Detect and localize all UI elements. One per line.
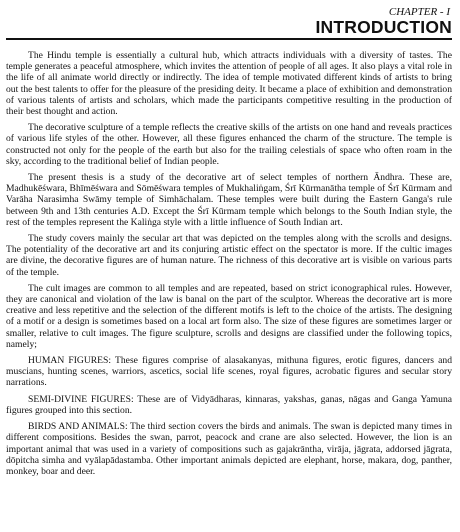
paragraph-birds-animals — [6, 421, 452, 477]
chapter-label: CHAPTER - I — [388, 6, 450, 18]
paragraph-4-text: The study covers mainly the secular art that was depicted on the temples along with the scrolls and designs. The potentiality of the decorative art and its conjuring artistic effect on the spectator is more. If the cultic images are divine, the decorative figures are of human nature. The richness of this decorative art is visible on various parts of the temple. — [6, 233, 452, 278]
paragraph-3 — [6, 172, 452, 228]
paragraph-2-text: The decorative sculpture of a temple reflects the creative skills of the artists on one hand and reveals practices of various life styles of the other. However, all these figures enhanced the charm of the structure. The temple is constructed not only for the people of the earth but also for the trailing celestials of space who often roam in the sky, according to the traditional belief of Indian people. — [6, 122, 452, 167]
paragraph-1-text: The Hindu temple is essentially a cultural hub, which attracts individuals with a diversity of tastes. The temple generates a peaceful atmosphere, which invites the attention of people of all ages. It also plays a vital role in the life of all animate world directly or indirectly. The idea of temple motivated different kinds of artists to bring out the best talents to offer for the pleasure of the presiding deity. It became a place of exhibition and demonstration of various talents of artists and scholars, which made the participants competitive resulting in the production of their best thought and action. — [6, 50, 452, 118]
paragraph-5-text: The cult images are common to all temples and are repeated, based on strict iconographical rules. However, they are canonical and violation of the law is banal on the part of the sculptor. Whereas the decorative art is more creative and less repetitive and the selection of the different motifs is left to the choice of the artists. The designing of a motif or a design is sometimes based on a local art form also. The size of these figures are sometimes larger or smaller, relative to cult images. The figure sculpture, scrolls and designs are classified under the following topics, namely; — [6, 282, 452, 350]
title-rule — [6, 38, 452, 40]
paragraph-semi-divine-figures-text: SEMI-DIVINE FIGURES: These are of Vidyādharas, kinnaras, yakshas, ganas, nāgas and Ganga Yamuna figures grouped into this section. — [6, 393, 452, 416]
paragraph-4 — [6, 233, 452, 278]
paragraph-semi-divine-figures — [6, 394, 452, 416]
paragraph-human-figures — [6, 355, 452, 389]
page-title: INTRODUCTION — [315, 17, 452, 37]
paragraph-3-text: The present thesis is a study of the decorative art of select temples of northern Āndhra. These are, Madhukēśwara, Bhīmēśwara and Sōmēśwara temples of Mukhaliṅgam, Śrī Kūrmanātha temple of Śrī Kūrmam and Varāha Narasimha Swāmy temple of Simhāchalam. These temples were built during the Eastern Ganga's rule between 9th and 13th centuries A.D. Except the Śrī Kūrmam temple which belongs to the South Indian style, the rest of the temples represent the Kaliṅga style with a little influence of South Indian art. — [6, 172, 452, 228]
paragraph-2 — [6, 122, 452, 167]
paragraph-birds-animals-text: BIRDS AND ANIMALS: The third section covers the birds and animals. The swan is depicted many times in different compositions. Besides the swan, parrot, peacock and crane are also selected. However, the lion is an important animal that was used in a variety of compositions such as gajakrāntha, virāja, jāgrata, addorsed jāgrata, dōpitcha simha and vyālapādastamba. Other important animals depicted are elephant, horse, makara, dog, panther, monkey, boar and deer. — [6, 421, 452, 477]
paragraph-human-figures-text: HUMAN FIGURES: These figures comprise of alasakanyas, mithuna figures, erotic figures, dancers and muscians, hunting scenes, warriors, ascetics, social life scenes, royal figures, acrobatic figures and secular story narrations. — [6, 355, 452, 389]
paragraph-1 — [6, 50, 452, 117]
paragraph-5 — [6, 283, 452, 350]
